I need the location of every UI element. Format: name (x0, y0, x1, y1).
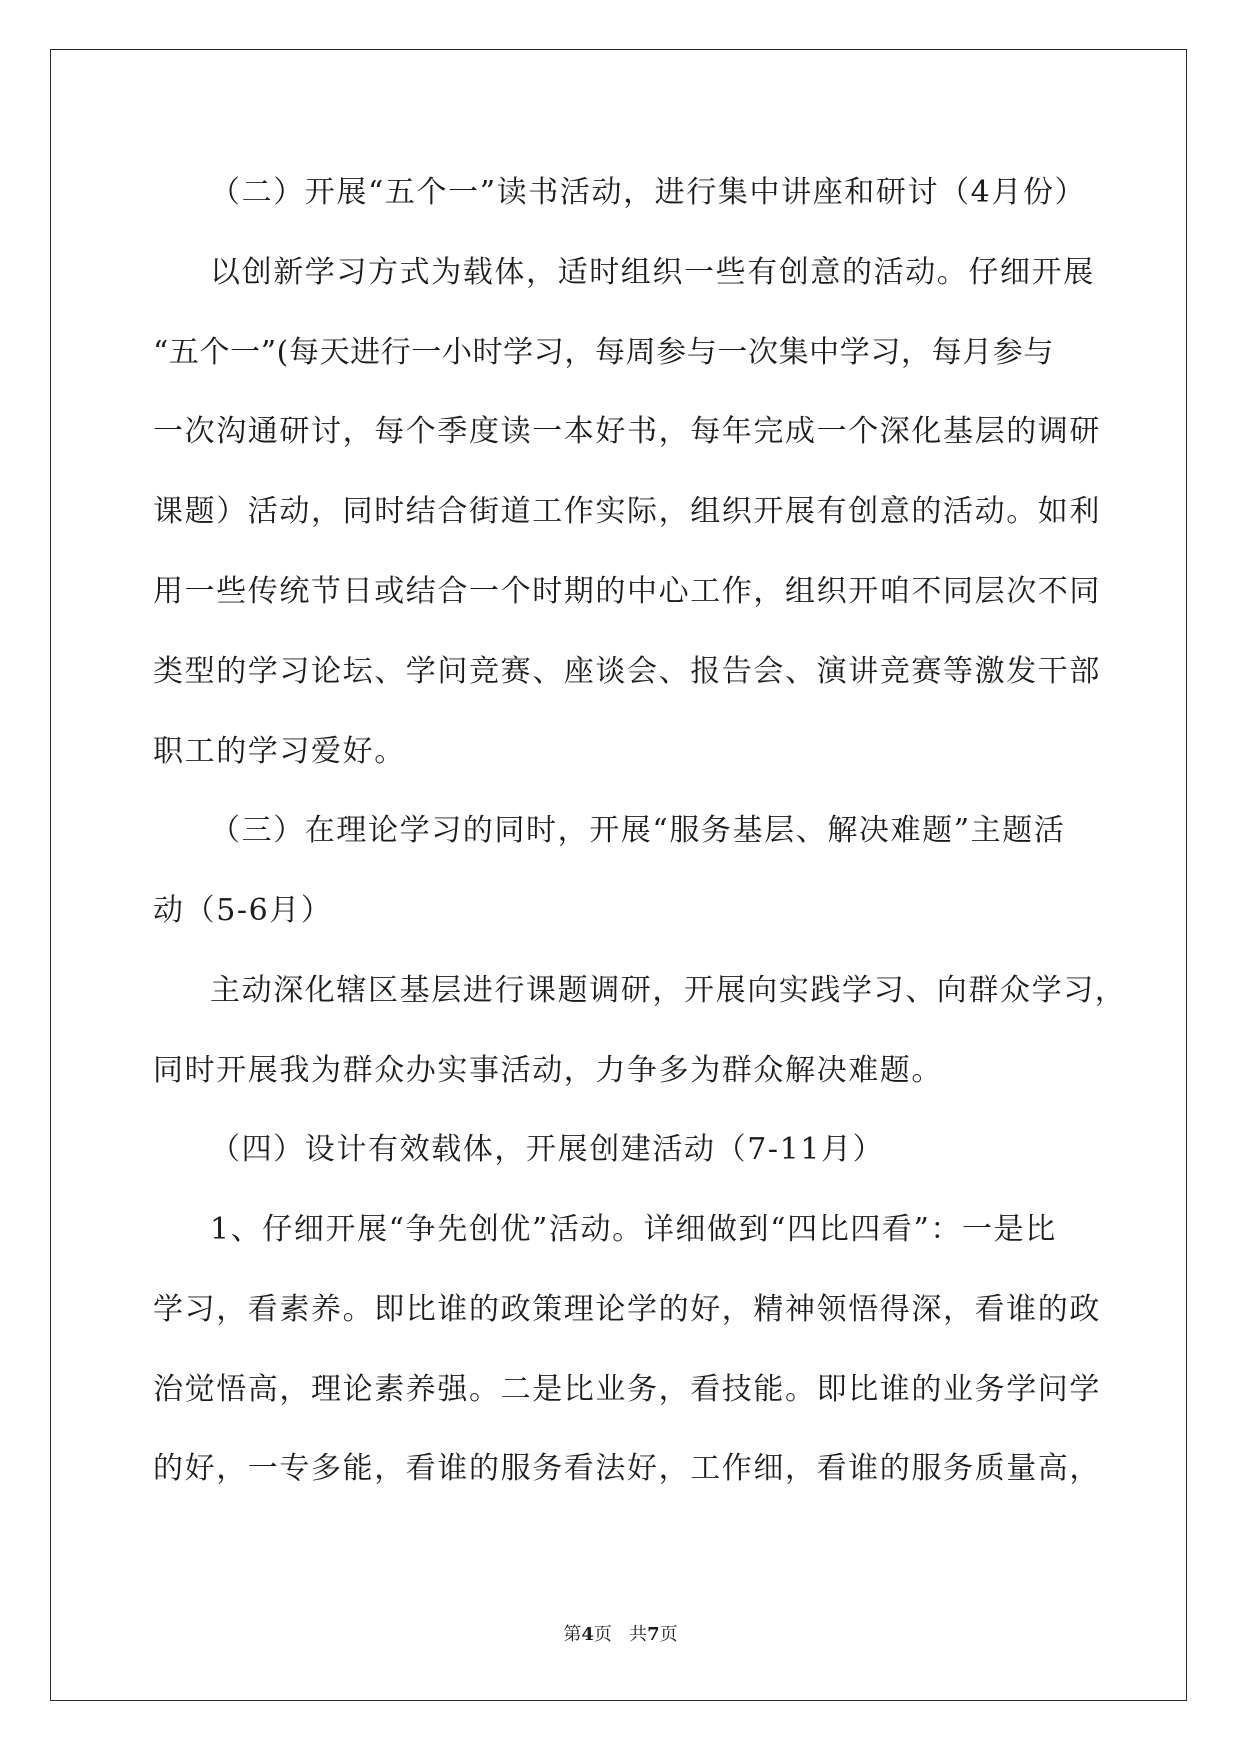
paragraph-line: 治觉悟高，理论素养强。二是比业务，看技能。即比谁的业务学问学 (153, 1372, 1101, 1407)
paragraph-line: 用一些传统节日或结合一个时期的中心工作，组织开咱不同层次不同 (153, 574, 1101, 609)
paragraph-line: 的好，一专多能，看谁的服务看法好，工作细，看谁的服务质量高， (153, 1451, 1101, 1486)
footer-middle: 页 共 (593, 1624, 648, 1645)
paragraph-line: 学习，看素养。即比谁的政策理论学的好，精神领悟得深，看谁的政 (153, 1292, 1101, 1327)
paragraph-line: 课题）活动，同时结合街道工作实际，组织开展有创意的活动。如利 (153, 494, 1101, 529)
paragraph-line: 1、仔细开展“争先创优”活动。详细做到“四比四看”：一是比 (210, 1212, 1057, 1247)
heading-3: （三）在理论学习的同时，开展“服务基层、解决难题”主题活 (210, 813, 1066, 848)
page-footer (0, 1623, 1241, 1647)
paragraph-line: 职工的学习爱好。 (153, 734, 406, 769)
paragraph-line: 同时开展我为群众办实事活动，力争多为群众解决难题。 (153, 1053, 943, 1088)
paragraph-line: “五个一”(每天进行一小时学习，每周参与一次集中学习，每月参与 (153, 335, 1054, 370)
paragraph-line: 类型的学习论坛、学问竞赛、座谈会、报告会、演讲竞赛等激发干部 (153, 654, 1101, 689)
heading-3-continued: 动（5-6月） (153, 893, 333, 928)
footer-suffix: 页 (659, 1624, 678, 1645)
heading-2: （二）开展“五个一”读书活动，进行集中讲座和研讨（4月份） (210, 175, 1087, 210)
footer-prefix: 第 (563, 1624, 582, 1645)
paragraph-line: 主动深化辖区基层进行课题调研，开展向实践学习、向群众学习， (210, 973, 1127, 1008)
heading-4: （四）设计有效载体，开展创建活动（7-11月） (210, 1132, 885, 1167)
paragraph-line: 以创新学习方式为载体，适时组织一些有创意的活动。仔细开展 (210, 255, 1095, 290)
total-pages-number: 7 (647, 1624, 660, 1645)
paragraph-line: 一次沟通研讨，每个季度读一本好书，每年完成一个深化基层的调研 (153, 414, 1101, 449)
current-page-number: 4 (581, 1624, 594, 1645)
